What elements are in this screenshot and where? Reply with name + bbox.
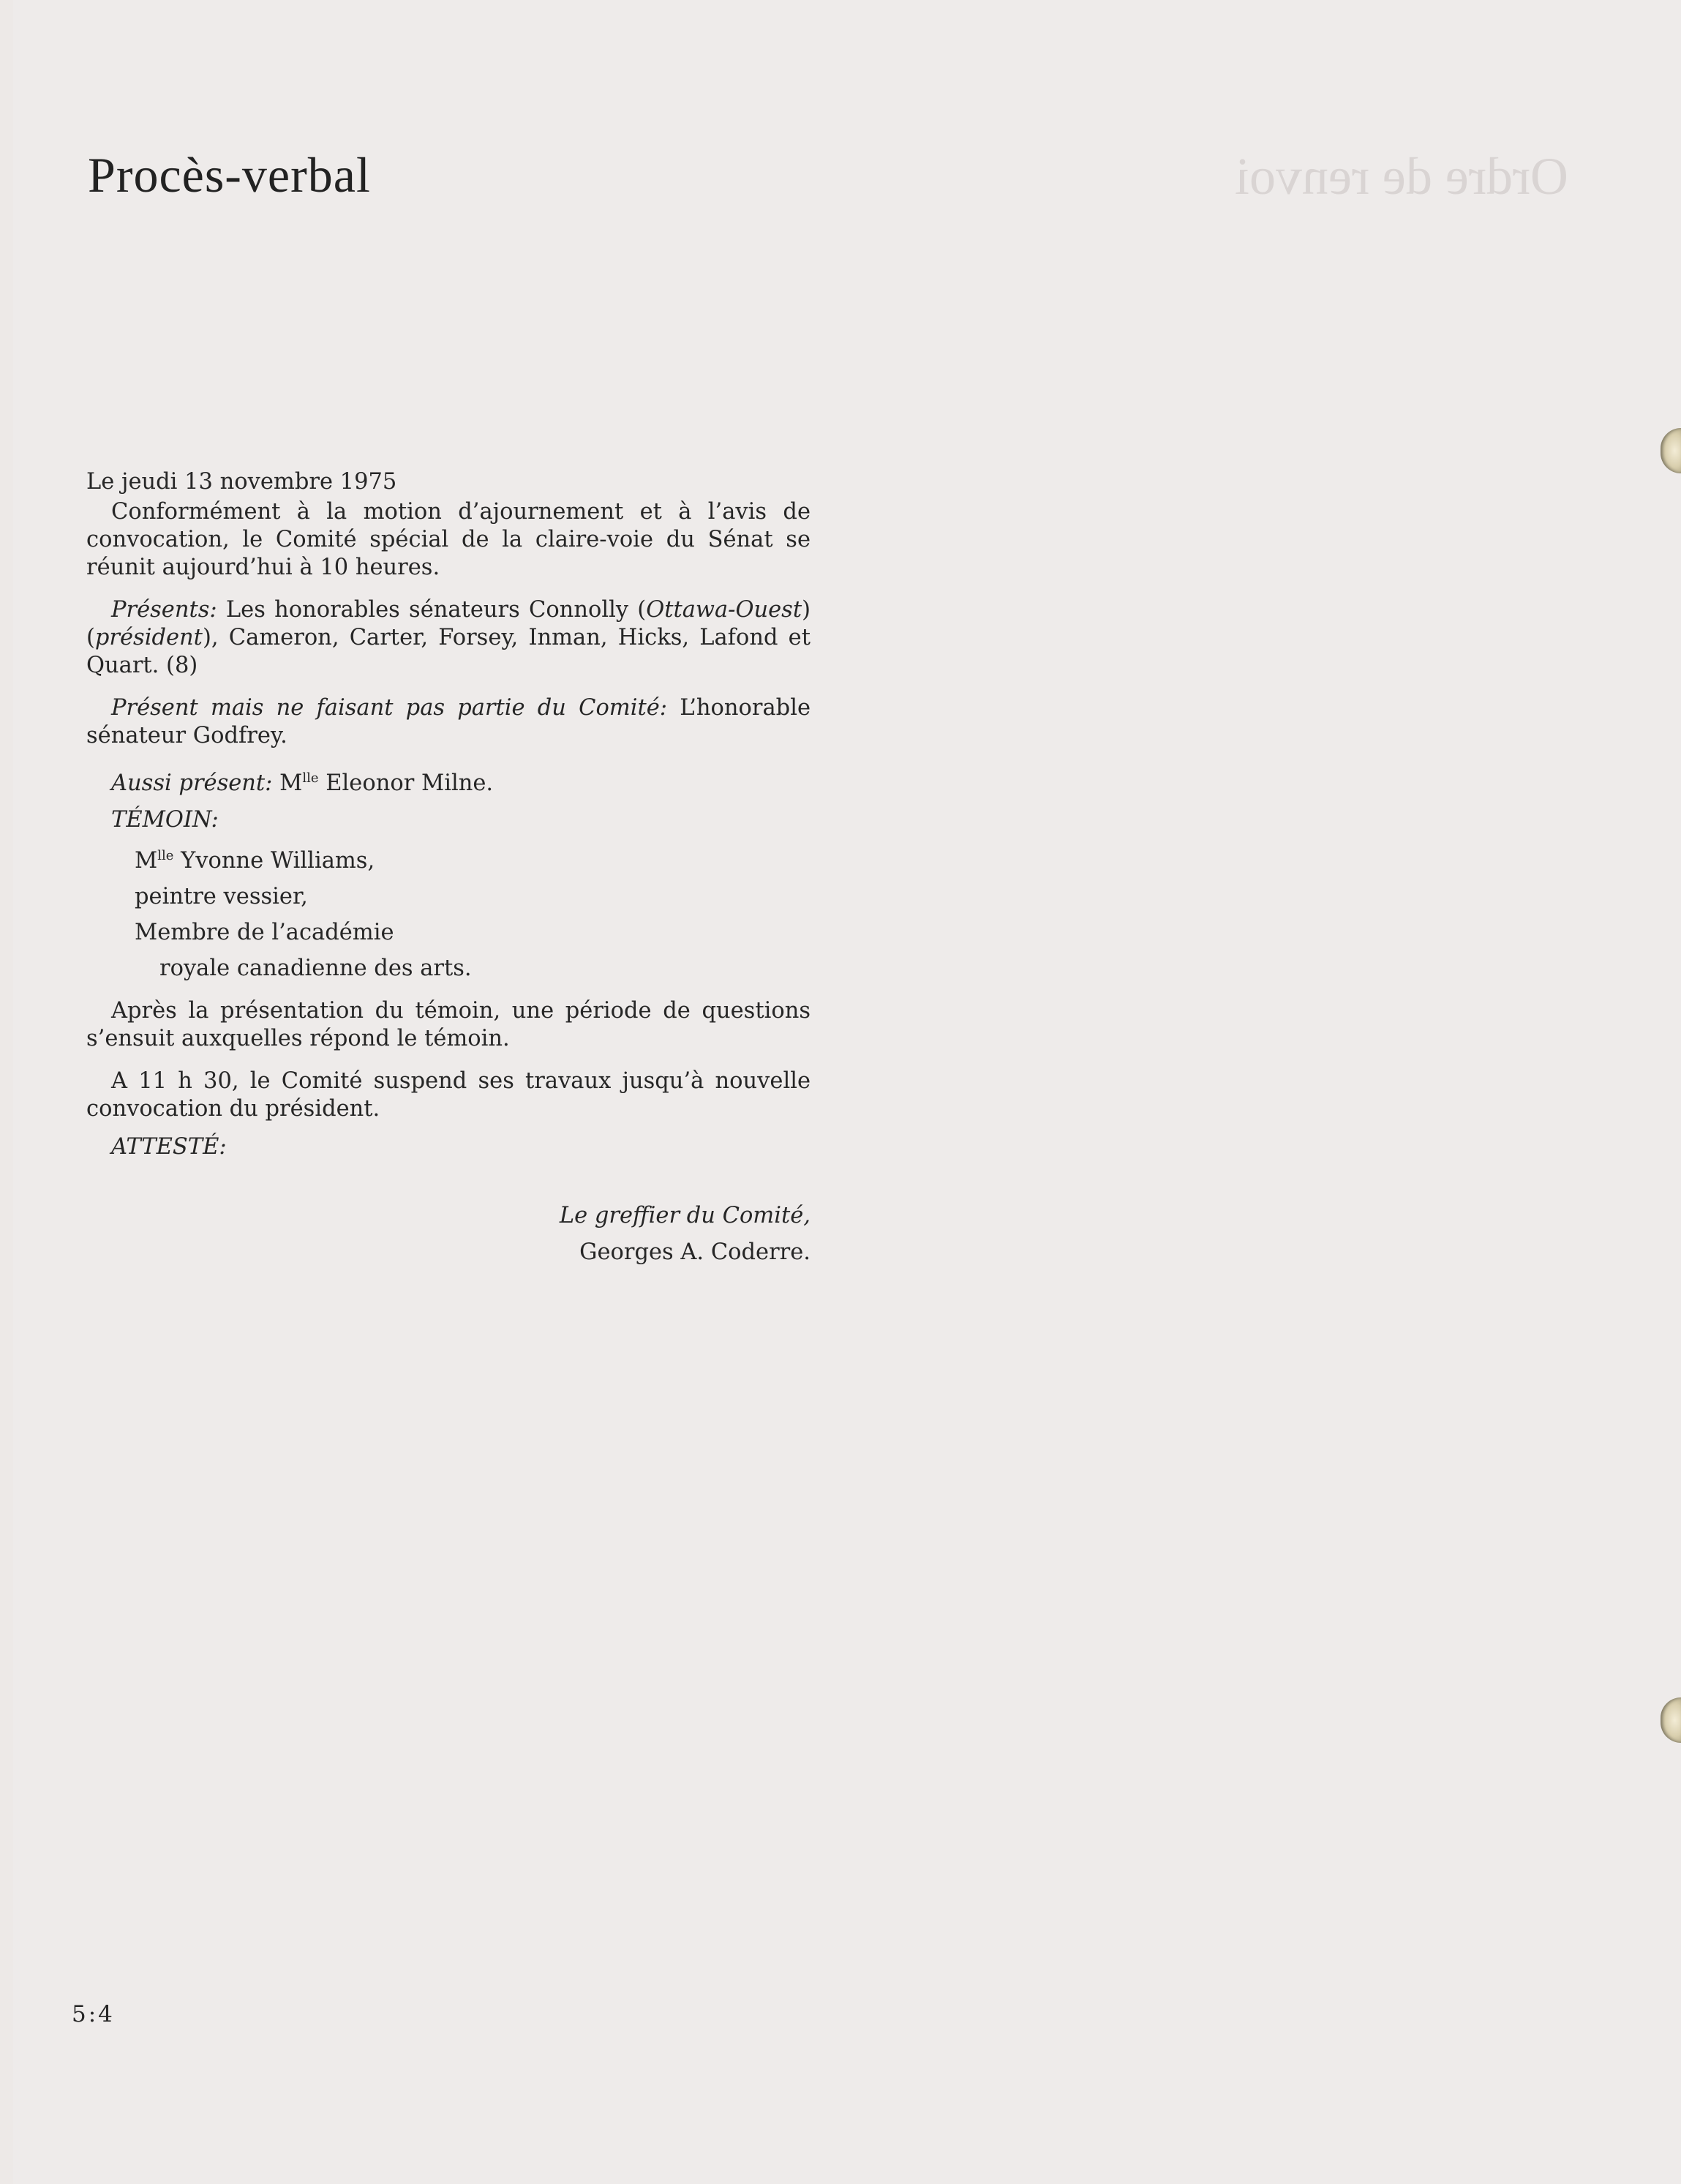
bleed-through-title: Ordre de renvoi <box>1235 147 1568 206</box>
after-witness-paragraph: Après la présentation du témoin, une période de questions s’ensuit auxquelles répond le témoin. <box>86 998 811 1052</box>
witness-name-line <box>135 842 811 875</box>
presents-text-2: ) ( <box>86 597 811 650</box>
also-present-text: Eleonor Milne. <box>318 770 494 797</box>
meeting-date: Le jeudi 13 novembre 1975 <box>86 469 397 495</box>
witness-member: Membre de l’académie <box>135 920 394 946</box>
witness-name: Yvonne Williams, <box>173 848 375 874</box>
page-title: Procès-verbal <box>88 147 371 203</box>
presents-chair: président <box>94 625 203 650</box>
present-not-member-text: L’honorable sénateur Godfrey. <box>86 695 811 748</box>
presents-label: Présents: <box>111 597 217 623</box>
also-present-prefix: M <box>272 770 303 797</box>
also-present-paragraph <box>86 765 811 798</box>
present-not-member-label: Présent mais ne faisant pas partie du Comité: <box>111 695 668 721</box>
signature-block <box>86 1198 811 1271</box>
opening-paragraph: Conformément à la motion d’ajournement et à l’avis de convocation, le Comité spécial de la claire-voie du Sénat se réunit aujourd’hui à 10 heures. <box>86 499 811 580</box>
witness-academy: royale canadienne des arts. <box>159 956 472 982</box>
witness-role: peintre vessier, <box>135 884 308 910</box>
clerk-name: Georges A. Coderre. <box>579 1239 811 1266</box>
also-present-title-sup: lle <box>302 770 319 786</box>
present-not-member-paragraph <box>86 694 811 750</box>
presents-text-1: Les honorables sénateurs Connolly ( <box>217 597 647 623</box>
presents-paragraph <box>86 596 811 680</box>
page-number: 5:4 <box>72 2001 115 2027</box>
witness-label: TÉMOIN: <box>111 807 219 833</box>
witness-prefix: M <box>135 848 158 874</box>
presents-riding: Ottawa-Ouest <box>646 597 802 623</box>
clerk-title: Le greffier du Comité, <box>559 1203 811 1229</box>
witness-title-sup: lle <box>157 848 174 864</box>
also-present-label: Aussi présent: <box>111 770 273 797</box>
adjourn-paragraph: A 11 h 30, le Comité suspend ses travaux jusqu’à nouvelle convocation du président. <box>86 1068 811 1122</box>
page <box>13 0 1681 2184</box>
attested-label: ATTESTÉ: <box>111 1134 227 1160</box>
minutes-body <box>86 468 811 1271</box>
presents-text-3: ), Cameron, Carter, Forsey, Inman, Hicks, Lafond et Quart. (8) <box>86 625 811 678</box>
